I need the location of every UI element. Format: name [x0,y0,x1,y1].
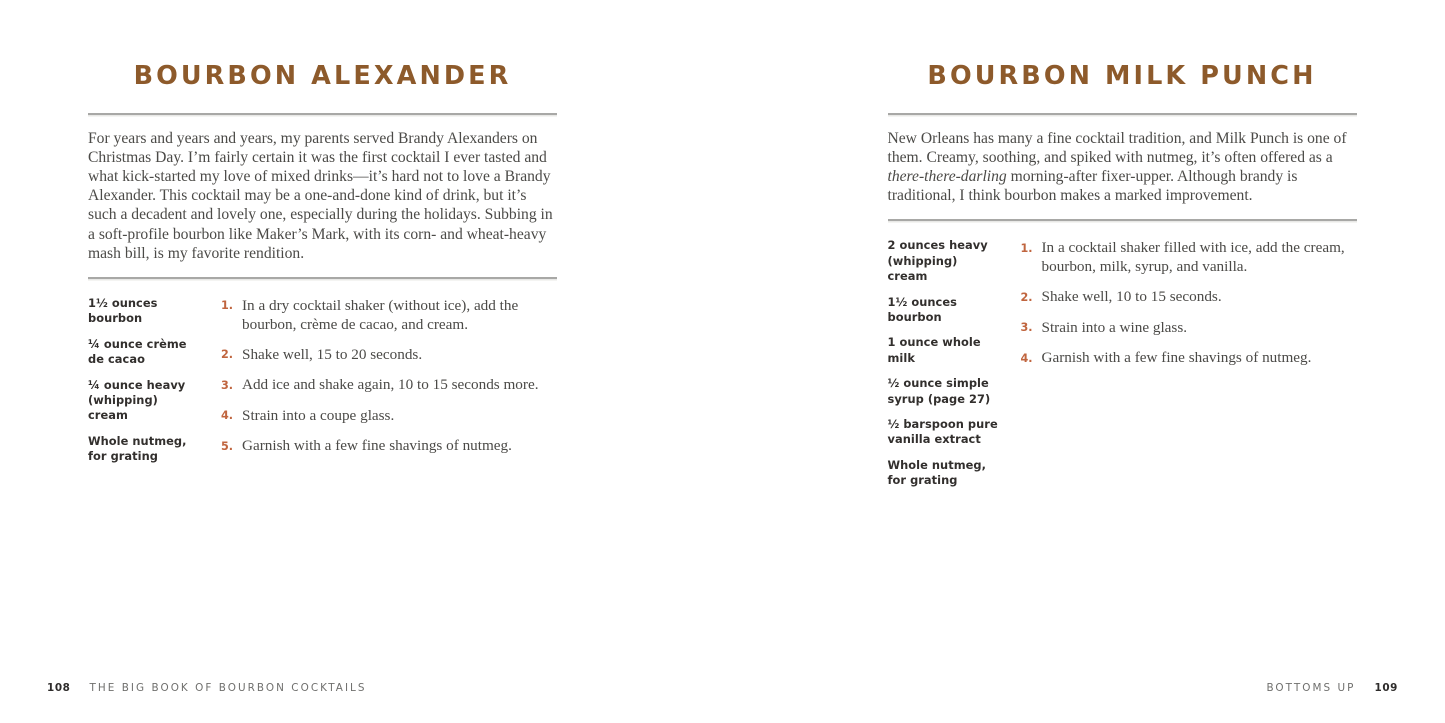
step-text: Garnish with a few fine shavings of nutmeg. [1041,349,1312,367]
instruction-step [221,296,557,334]
ingredient-list [88,296,221,464]
step-number: 1. [221,299,234,313]
instruction-list [1021,238,1357,488]
recipe-title: BOURBON MILK PUNCH [927,61,1317,91]
right-page-footer [1266,682,1398,694]
instruction-step [1021,318,1357,338]
recipe-body [888,221,1357,488]
step-text: In a dry cocktail shaker (without ice), add the bourbon, crème de cacao, and cream. [242,296,519,333]
left-page-footer [47,682,367,694]
ingredient-item: 1 ounce whole milk [887,335,981,365]
page-number: 108 [47,682,71,694]
instruction-step [221,436,557,456]
step-number: 4. [221,409,234,423]
step-text: Shake well, 15 to 20 seconds. [242,345,423,363]
step-text: Shake well, 10 to 15 seconds. [1041,288,1222,306]
instruction-step [1021,238,1357,276]
step-number: 1. [1020,241,1033,255]
ingredient-item: Whole nutmeg, for grating [887,458,986,488]
step-text: Garnish with a few fine shavings of nutmeg. [242,437,512,455]
step-number: 5. [221,439,234,453]
recipe-intro: New Orleans has many a fine cocktail tradition, and Milk Punch is one of them. Creamy, soothing, and spiked with nutmeg, it’s often offered as a there-there-darling morning-after fixer-upper. Although brandy is traditional, I think bourbon makes a marked improvement. [887,130,1347,205]
right-page [723,0,1445,723]
running-head: BOTTOMS UP [1266,682,1356,694]
ingredient-item: Whole nutmeg, for grating [88,433,187,463]
instruction-step [1021,287,1357,307]
recipe-title: BOURBON ALEXANDER [133,61,512,91]
step-number: 3. [1020,321,1033,335]
step-number: 4. [1020,351,1033,365]
instruction-step [1021,348,1357,368]
ingredient-item: 2 ounces heavy (whipping) cream [887,238,988,283]
step-text: Add ice and shake again, 10 to 15 seconds more. [242,376,539,394]
left-page-content [88,62,557,464]
ingredient-list [888,238,1021,488]
running-head: THE BIG BOOK OF BOURBON COCKTAILS [89,682,367,694]
step-number: 2. [1020,290,1033,304]
step-text: Strain into a wine glass. [1041,318,1188,336]
step-text: Strain into a coupe glass. [242,406,395,424]
instruction-step [221,375,557,395]
step-number: 3. [221,378,234,392]
step-number: 2. [221,348,234,362]
ingredient-item: ¼ ounce heavy (whipping) cream [88,377,186,422]
page-number: 109 [1374,682,1398,694]
step-text: In a cocktail shaker filled with ice, add the cream, bourbon, milk, syrup, and vanilla. [1041,239,1345,276]
instruction-step [221,345,557,365]
ingredient-item: ½ ounce simple syrup (page 27) [887,376,991,406]
instruction-step [221,406,557,426]
ingredient-item: ½ barspoon pure vanilla extract [887,417,998,447]
instruction-list [221,296,557,464]
ingredient-item: ¼ ounce crème de cacao [88,336,187,366]
ingredient-item: 1½ ounces bourbon [88,295,158,325]
recipe-intro: For years and years and years, my parents served Brandy Alexanders on Christmas Day. I’m fairly certain it was the first cocktail I ever tasted and what kick-started my love of mixed drinks—it’s hard not to love a Brandy Alexander. This cocktail may be a one-and-done kind of drink, but it’s such a decadent and lovely one, especially during the holidays. Subbing in a soft-profile bourbon like Maker’s Mark, with its corn- and wheat-heavy mash bill, is my favorite rendition. [88,130,553,262]
right-page-content [888,62,1357,489]
recipe-body [88,279,557,464]
ingredient-item: 1½ ounces bourbon [887,294,957,324]
